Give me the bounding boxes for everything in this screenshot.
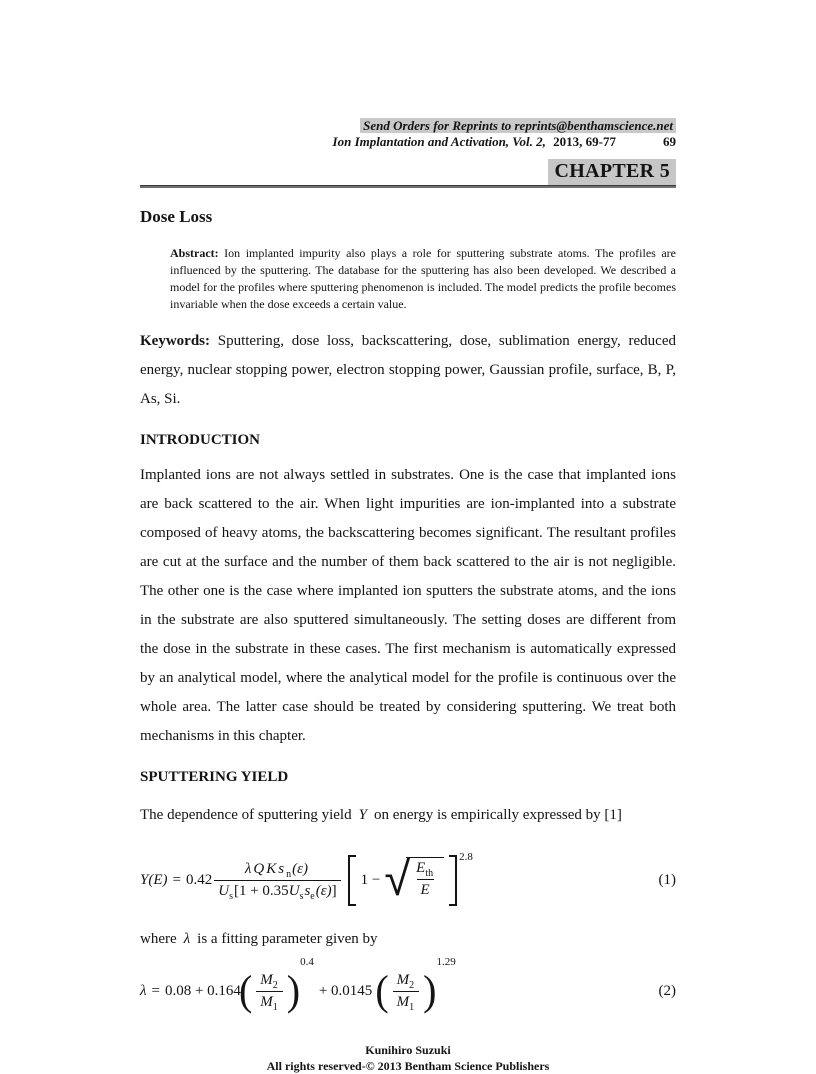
reprint-notice-line xyxy=(140,118,676,133)
lead-pre: The dependence of sputtering yield xyxy=(140,807,352,823)
eq1-denominator xyxy=(214,880,340,900)
eq1-bracket-content xyxy=(356,851,449,907)
header-rule xyxy=(140,185,676,188)
introduction-paragraph: Implanted ions are not always settled in substrates. One is the case that implanted ions are back scattered to the air. When light impurities are ion-implanted into a substrate composed of heavy atoms, the backscattering becomes significant. The resultant profiles are cut at the surface and the number of them back scattered to the air is not negligible. The other one is the case where implanted ion sputters the substrate atoms, and the ions in the substrate are also sputtered simultaneously. The setting doses are different from the dose in the substrate in these cases. The first mechanism is automatically expressed by an analytical model, where the analytical model for the profile is continuous over the whole area. The latter case should be treated by considering sputtering. We treat both mechanisms in this chapter. xyxy=(140,467,676,744)
where-pre: where xyxy=(140,931,177,947)
eq2-term-1: 0.08 + 0.164 xyxy=(164,982,241,999)
eq1-radicand xyxy=(406,857,444,899)
journal-volume-info: 2013, 69-77 xyxy=(549,134,616,149)
eq1-Us2: U xyxy=(288,882,300,899)
page-number: 69 xyxy=(663,134,676,149)
keywords-text: Sputtering, dose loss, backscattering, dose, sublimation energy, reduced energy, nuclear stopping power, electron stopping power, Gaussian profile, surface, B, P, As, Si. xyxy=(140,333,676,407)
eq1-bracket-group xyxy=(348,850,473,907)
eq1-exponent: 2.8 xyxy=(459,850,473,863)
eq1-lambda: λ xyxy=(244,860,252,877)
abstract-text: Ion implanted impurity also plays a role for sputtering substrate atoms. The profiles are influenced by the sputtering. The database for the sputtering has also been developed. We described a model for the profiles where sputtering phenomenon is included. The model predicts the profile becomes invariable when the dose exceeds a certain value. xyxy=(170,246,676,311)
eq2-M2b-sub: 2 xyxy=(409,979,415,991)
eq2-f2-num xyxy=(389,972,424,991)
eq2-lambda: λ xyxy=(140,982,147,999)
where-post: is a fitting parameter given by xyxy=(197,931,378,947)
keywords-label: Keywords: xyxy=(140,333,210,349)
footer-rights: All rights reserved-© 2013 Bentham Science Publishers xyxy=(266,1059,550,1073)
eq1-Us2-sub: s xyxy=(299,890,304,902)
eq1-open-bracket: [ xyxy=(233,882,239,899)
eq2-term-2: + 0.0145 xyxy=(318,982,373,999)
footer-author: Kunihiro Suzuki xyxy=(365,1043,451,1057)
right-square-bracket xyxy=(449,855,457,906)
eq1-sn: s xyxy=(278,860,285,877)
eq2-mass-ratio-1 xyxy=(252,972,287,1011)
eq2-exponent-1: 0.4 xyxy=(300,956,314,968)
left-square-bracket xyxy=(348,855,356,906)
eq1-Eth xyxy=(411,860,439,879)
eq1-one-minus: 1 − xyxy=(360,871,381,888)
eq2-M1b-sub: 1 xyxy=(409,1001,415,1013)
eq2-f1-den xyxy=(256,991,283,1011)
equation-2 xyxy=(140,956,676,1022)
eq1-K: K xyxy=(266,860,277,877)
lead-variable-Y: Y xyxy=(358,807,367,823)
eq1-se: s xyxy=(304,882,311,899)
eq1-sn-sub: n xyxy=(286,868,292,880)
section-heading-introduction: INTRODUCTION xyxy=(140,432,261,448)
reprint-notice: Send Orders for Reprints to reprints@benthamscience.net xyxy=(360,118,676,133)
eq1-coefficient: 0.42 xyxy=(185,871,213,888)
eq1-Us-sub: s xyxy=(229,890,233,902)
section-heading-sputtering-yield: SPUTTERING YIELD xyxy=(140,769,289,785)
equation-1-number: (1) xyxy=(658,871,676,888)
eq2-M1: M xyxy=(260,993,273,1010)
radical-sign: √ xyxy=(384,851,411,907)
lead-post: on energy is empirically expressed by [1] xyxy=(373,807,622,823)
sputtering-yield-lead-sentence xyxy=(140,801,676,830)
eq1-E xyxy=(417,879,434,899)
eq2-M2-sub: 2 xyxy=(272,979,278,991)
eq1-se-arg: (ε) xyxy=(315,882,332,899)
eq1-numerator xyxy=(237,861,318,880)
eq2-equals: = xyxy=(151,982,160,999)
where-variable-lambda: λ xyxy=(183,931,191,947)
eq1-den-term: 1 + 0.35 xyxy=(238,882,289,899)
eq1-Q: Q xyxy=(253,860,265,877)
equation-1 xyxy=(140,844,676,916)
eq2-mass-ratio-2 xyxy=(389,972,424,1011)
eq1-Y: Y xyxy=(140,871,149,888)
eq2-M1b: M xyxy=(396,993,410,1010)
eq1-se-sub: e xyxy=(310,890,315,902)
chapter-row xyxy=(140,159,676,185)
eq1-Eth-sub: th xyxy=(425,867,434,879)
page-title: Dose Loss xyxy=(140,207,213,226)
eq1-Us: U xyxy=(218,882,230,899)
eq2-f1-num xyxy=(252,972,287,991)
chapter-badge: CHAPTER 5 xyxy=(548,159,676,185)
page-footer xyxy=(140,1042,676,1074)
eq1-E-den: E xyxy=(420,881,430,898)
eq1-arg-E: (E) xyxy=(148,871,168,888)
big-left-paren: ( xyxy=(238,966,253,1015)
eq1-close-bracket: ] xyxy=(331,882,337,899)
eq1-threshold-fraction xyxy=(411,860,439,899)
eq1-main-fraction xyxy=(214,861,340,900)
journal-title: Ion Implantation and Activation, Vol. 2, xyxy=(332,134,546,149)
where-sentence xyxy=(140,925,676,954)
big-right-paren: ) xyxy=(286,966,301,1015)
abstract xyxy=(170,245,676,313)
eq1-square-root xyxy=(384,851,444,907)
eq1-equals: = xyxy=(172,871,181,888)
eq1-Eth-E: E xyxy=(416,859,426,876)
big-right-paren: ) xyxy=(423,966,437,1015)
eq2-exponent-2: 1.29 xyxy=(436,956,456,968)
abstract-label: Abstract: xyxy=(170,246,219,260)
eq2-M2: M xyxy=(260,971,273,988)
eq2-M2b: M xyxy=(396,971,410,988)
running-header xyxy=(140,134,676,150)
keywords xyxy=(140,327,676,414)
eq1-sn-arg: (ε) xyxy=(292,860,308,877)
eq2-M1-sub: 1 xyxy=(272,1001,278,1013)
big-left-paren: ( xyxy=(375,966,389,1015)
eq2-f2-den xyxy=(393,991,420,1011)
equation-2-number: (2) xyxy=(658,982,676,999)
